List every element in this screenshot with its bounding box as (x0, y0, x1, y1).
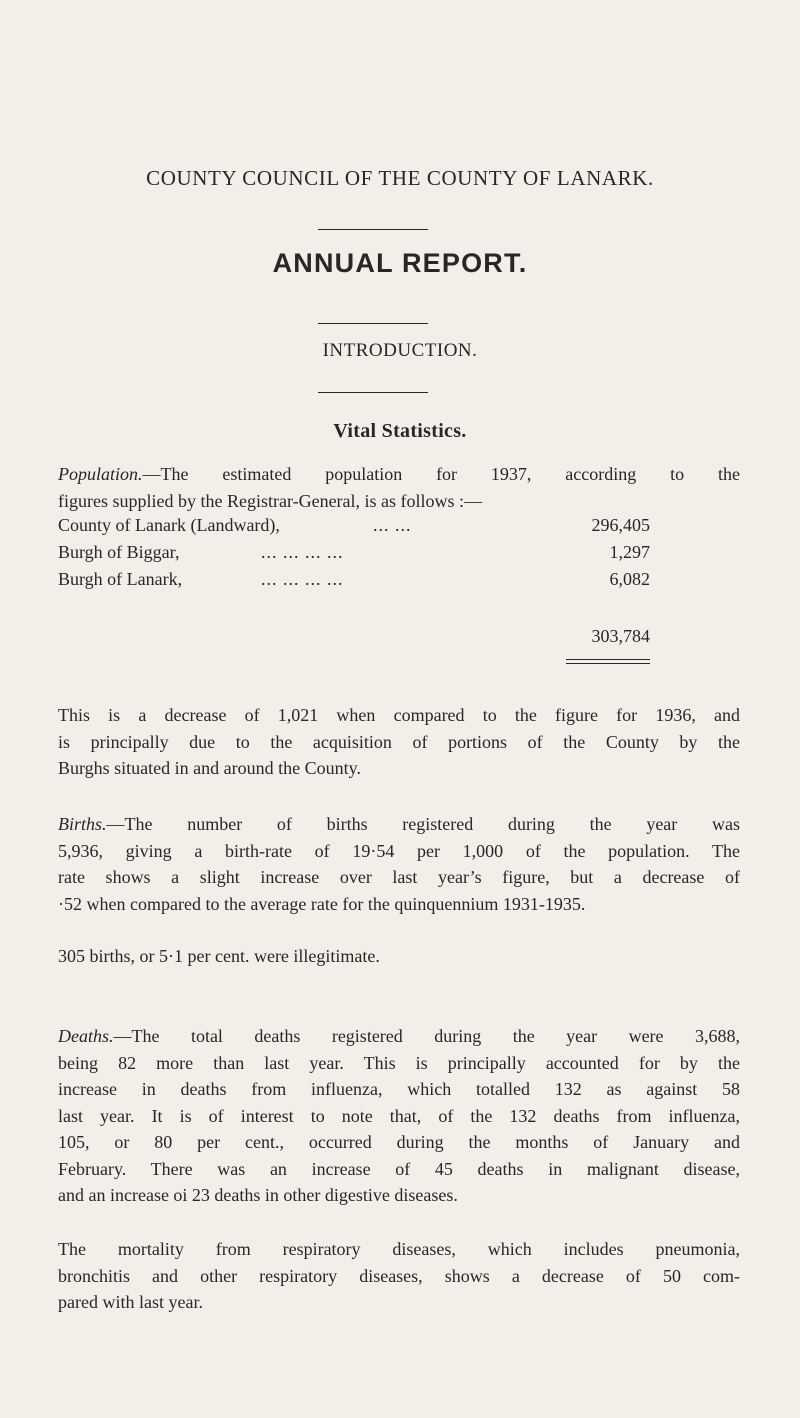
text-line: bronchitis and other respiratory diseases, shows a decrease of 50 com- (58, 1265, 740, 1286)
births-lead: Births. (58, 814, 107, 834)
leader-dots: ... ... ... ... (261, 542, 344, 562)
text-fragment: —The number of births registered during the year was (106, 814, 740, 834)
illegitimate-paragraph (58, 943, 740, 970)
text-fragment: —The estimated population for 1937, according to the (142, 464, 740, 484)
text-line: pared with last year. (58, 1292, 203, 1312)
report-title: ANNUAL REPORT. (272, 248, 528, 278)
area-name: County of Lanark (Landward), (58, 515, 280, 535)
text-line: The mortality from respiratory diseases, which includes pneumonia, (58, 1239, 740, 1259)
text-line: rate shows a slight increase over last year’s figure, but a decrease of (58, 867, 740, 887)
text-line: being 82 more than last year. This is principally accounted for by the (58, 1052, 740, 1073)
population-value: 6,082 (609, 569, 650, 589)
divider-rule (318, 229, 428, 230)
population-row (58, 515, 650, 541)
population-value: 296,405 (591, 515, 650, 535)
divider-rule (318, 323, 428, 324)
text-line: This is a decrease of 1,021 when compared to the figure for 1936, and (58, 705, 740, 725)
text-line: increase in deaths from influenza, which totalled 132 as against 58 (58, 1079, 740, 1099)
population-total: 303,784 (591, 626, 650, 646)
total-double-rule (566, 663, 650, 664)
text-line: 305 births, or 5·1 per cent. were illegitimate. (58, 946, 380, 966)
council-heading: COUNTY COUNCIL OF THE COUNTY OF LANARK. (146, 166, 654, 190)
population-row (58, 542, 650, 568)
population-value: 1,297 (609, 542, 650, 562)
population-row (58, 569, 650, 595)
text-fragment: —The total deaths registered during the year were 3,688, (113, 1026, 740, 1046)
text-line: Burghs situated in and around the County. (58, 758, 361, 778)
text-line (58, 461, 740, 488)
decrease-paragraph (58, 702, 740, 782)
text-line: February. There was an increase of 45 deaths in malignant disease, (58, 1158, 740, 1179)
text-line (58, 811, 740, 838)
leader-dots: ... ... (373, 515, 412, 535)
text-line: is principally due to the acquisition of portions of the County by the (58, 731, 740, 752)
text-line: ·52 when compared to the average rate for the quinquennium 1931-1935. (58, 893, 586, 914)
divider-rule (318, 392, 428, 393)
text-line: and an increase oi 23 deaths in other digestive diseases. (58, 1185, 458, 1205)
text-line: last year. It is of interest to note that, of the 132 deaths from influenza, (58, 1105, 740, 1126)
subheading: Vital Statistics. (333, 420, 467, 442)
population-lead: Population. (58, 464, 143, 484)
area-name: Burgh of Biggar, (58, 542, 180, 562)
text-line: figures supplied by the Registrar-General, is as follows :— (58, 490, 483, 511)
total-double-rule (566, 659, 650, 660)
population-paragraph (58, 461, 740, 514)
respiratory-paragraph (58, 1236, 740, 1316)
deaths-lead: Deaths. (58, 1026, 114, 1046)
leader-dots: ... ... ... ... (261, 569, 344, 589)
text-line: 105, or 80 per cent., occurred during the months of January and (58, 1132, 740, 1152)
deaths-paragraph (58, 1023, 740, 1209)
text-line: 5,936, giving a birth-rate of 19·54 per 1,000 of the population. The (58, 840, 740, 861)
section-heading: INTRODUCTION. (322, 340, 478, 361)
births-paragraph (58, 811, 740, 917)
area-name: Burgh of Lanark, (58, 569, 183, 589)
text-line (58, 1023, 740, 1050)
